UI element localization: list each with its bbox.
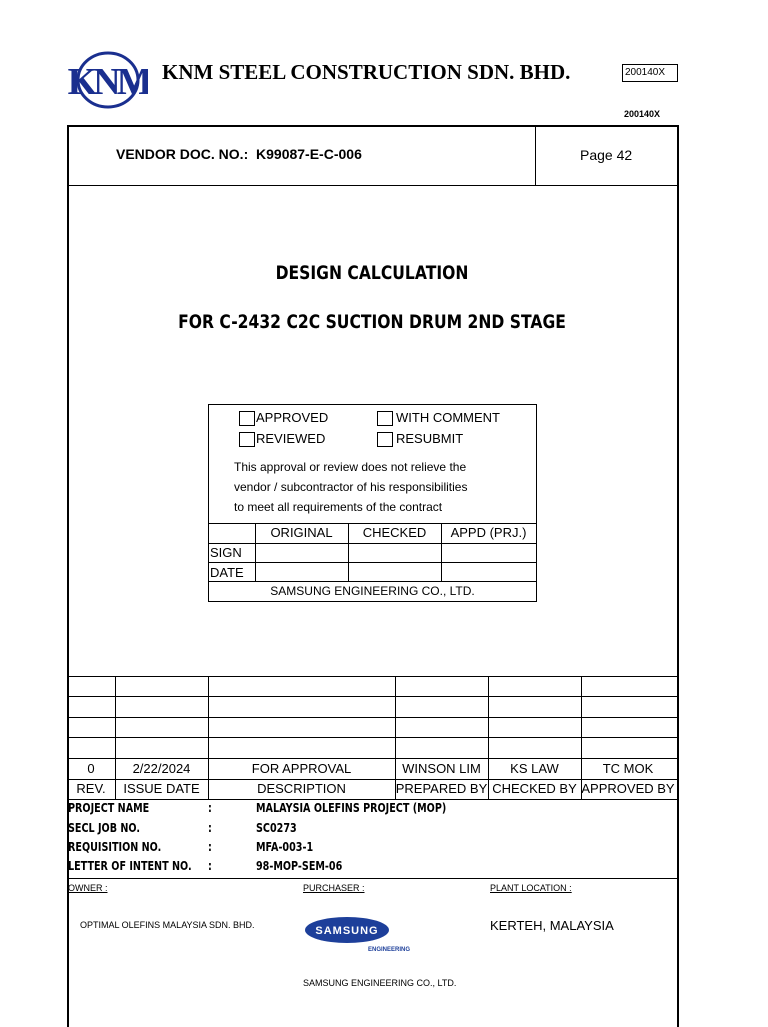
secl-job-sep: : [208,821,212,835]
description-value: FOR APPROVAL [251,761,352,776]
stamp-note-1: This approval or review does not relieve the [234,460,467,474]
requisition-label: REQUISITION NO. [68,840,162,854]
code-box: 200140X [622,64,678,82]
knm-logo [68,50,148,110]
letter-of-intent-label: LETTER OF INTENT NO. [68,859,192,873]
project-name-value: MALAYSIA OLEFINS PROJECT (MOP) [256,801,447,815]
samsung-logo-sub: ENGINEERING [367,947,411,953]
approved-by-header: APPROVED BY [581,781,675,796]
samsung-logo [304,910,414,954]
approval-stamp [208,404,537,602]
row-date: DATE [210,565,244,580]
row-sign: SIGN [210,545,242,560]
company-name: KNM STEEL CONSTRUCTION SDN. BHD. [162,60,571,84]
vendor-doc-no: VENDOR DOC. NO.: K99087-E-C-006 [116,146,362,162]
approved-checkbox[interactable] [239,411,255,426]
prepared-by-value: WINSON LIM [402,761,481,776]
resubmit-checkbox[interactable] [377,432,393,447]
purchaser-value: SAMSUNG ENGINEERING CO., LTD. [303,978,457,988]
approved-by-value: TC MOK [602,761,654,776]
logo-text: KNM [68,61,148,103]
requisition-sep: : [208,840,212,854]
letter-of-intent-sep: : [208,859,212,873]
prepared-by-header: PREPARED BY [395,781,488,796]
checked-by-value: KS LAW [510,761,559,776]
stamp-footer: SAMSUNG ENGINEERING CO., LTD. [270,584,475,598]
rev-value: 0 [87,761,95,776]
plant-location-label: PLANT LOCATION : [490,883,572,893]
reviewed-label: REVIEWED [256,431,326,446]
approved-label: APPROVED [256,410,329,425]
stamp-note-3: to meet all requirements of the contract [234,500,443,514]
owner-label: OWNER : [68,883,108,893]
col-checked: CHECKED [362,525,427,540]
secl-job-label: SECL JOB NO. [68,821,140,835]
project-name-label: PROJECT NAME [68,801,150,815]
col-original: ORIGINAL [270,525,333,540]
resubmit-label: RESUBMIT [396,431,464,446]
owner-value: OPTIMAL OLEFINS MALAYSIA SDN. BHD. [80,920,255,930]
col-appd: APPD (PRJ.) [450,525,527,540]
description-header: DESCRIPTION [257,781,346,796]
letter-of-intent-value: 98-MOP-SEM-06 [256,859,343,873]
requisition-value: MFA-003-1 [256,840,314,854]
samsung-logo-text: SAMSUNG [315,925,379,937]
title-line2: FOR C-2432 C2C SUCTION DRUM 2ND STAGE [178,311,566,333]
issue-date-header: ISSUE DATE [123,781,200,796]
checked-by-header: CHECKED BY [492,781,577,796]
reviewed-checkbox[interactable] [239,432,255,447]
page-number: Page 42 [580,147,633,163]
title-line1: DESIGN CALCULATION [275,262,469,284]
purchaser-label: PURCHASER : [303,883,365,893]
stamp-note-2: vendor / subcontractor of his responsibilities [234,480,468,494]
rev-header: REV. [76,781,106,796]
issue-date-value: 2/22/2024 [132,761,191,776]
with-comment-checkbox[interactable] [377,411,393,426]
plant-location-value: KERTEH, MALAYSIA [490,918,614,933]
secl-job-value: SC0273 [256,821,297,835]
project-name-sep: : [208,801,212,815]
code-small: 200140X [624,109,661,119]
with-comment-label: WITH COMMENT [396,410,500,425]
